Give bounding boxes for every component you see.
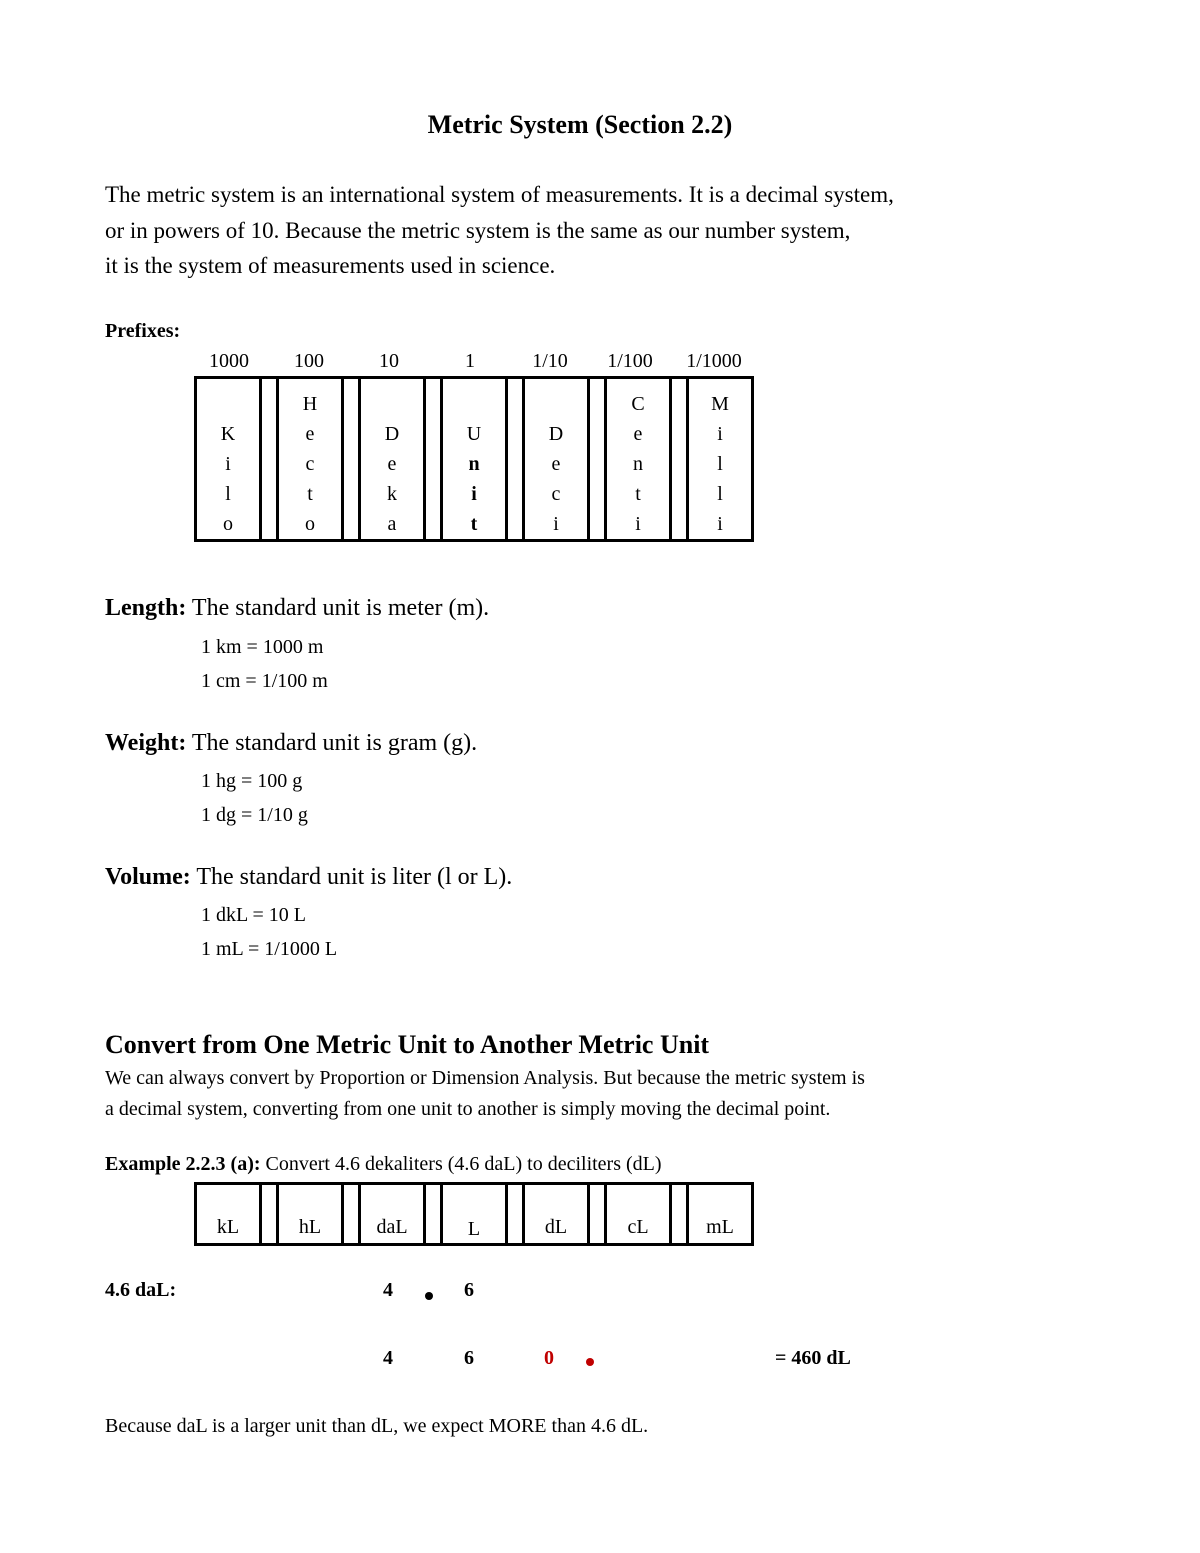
prefix-milli: M i l l i bbox=[688, 378, 753, 541]
row2-digit: 6 bbox=[464, 1347, 474, 1369]
unit-cell: cL bbox=[606, 1184, 671, 1245]
prefix-value: 1/1000 bbox=[686, 350, 742, 372]
prefix-value: 1/10 bbox=[532, 350, 568, 372]
prefix-table bbox=[194, 376, 754, 542]
example-label: Example 2.2.3 (a): bbox=[105, 1153, 261, 1175]
volume-heading: Volume: bbox=[105, 864, 191, 890]
prefix-value: 100 bbox=[294, 350, 324, 372]
example-text: Convert 4.6 dekaliters (4.6 daL) to deciliters (dL) bbox=[260, 1153, 662, 1175]
prefix-value: 1 bbox=[465, 350, 475, 372]
length-heading: Length: bbox=[105, 595, 187, 621]
intro-line: it is the system of measurements used in science. bbox=[105, 253, 556, 278]
column-gap bbox=[425, 1184, 442, 1245]
prefix-value: 1000 bbox=[209, 350, 249, 372]
weight-eq-2: 1 dg = 1/10 g bbox=[201, 804, 308, 826]
prefix-unit: U n i t bbox=[442, 378, 507, 541]
unit-cell: dL bbox=[524, 1184, 589, 1245]
column-gap bbox=[671, 1184, 688, 1245]
convert-line: a decimal system, converting from one unit to another is simply moving the decimal point. bbox=[105, 1098, 831, 1120]
example-heading bbox=[105, 1153, 662, 1176]
intro-line: or in powers of 10. Because the metric system is the same as our number system, bbox=[105, 217, 851, 243]
decimal-point-moved bbox=[586, 1358, 594, 1366]
unit-cell: L bbox=[442, 1184, 507, 1245]
length-eq-1: 1 km = 1000 m bbox=[201, 636, 324, 658]
row1-digit: 4 bbox=[383, 1279, 393, 1301]
volume-eq-1: 1 dkL = 10 L bbox=[201, 904, 306, 926]
prefixes-label: Prefixes: bbox=[105, 320, 181, 342]
intro-paragraph bbox=[105, 177, 1105, 284]
column-gap bbox=[589, 1184, 606, 1245]
prefix-hecto: H e c t o bbox=[278, 378, 343, 541]
weight-text: The standard unit is gram (g). bbox=[186, 730, 478, 756]
prefix-deka: D e k a bbox=[360, 378, 425, 541]
unit-cell: daL bbox=[360, 1184, 425, 1245]
units-table bbox=[194, 1182, 754, 1246]
prefix-deci: D e c i bbox=[524, 378, 589, 541]
intro-line: The metric system is an international system of measurements. It is a decimal system, bbox=[105, 182, 894, 207]
prefix-kilo: K i l o bbox=[220, 423, 236, 535]
weight-section bbox=[105, 730, 477, 757]
prefix-values bbox=[196, 350, 756, 374]
unit-cell: mL bbox=[688, 1184, 753, 1245]
row2-digit: 4 bbox=[383, 1347, 393, 1369]
column-gap bbox=[343, 1184, 360, 1245]
length-eq-2: 1 cm = 1/100 m bbox=[201, 670, 328, 692]
column-gap bbox=[261, 1184, 278, 1245]
length-text: The standard unit is meter (m). bbox=[186, 595, 490, 621]
column-gap bbox=[425, 378, 442, 541]
convert-line: We can always convert by Proportion or Dimension Analysis. But because the metric system is bbox=[105, 1067, 865, 1089]
unit-cell: kL bbox=[216, 1216, 240, 1238]
example-note: Because daL is a larger unit than dL, we expect MORE than 4.6 dL. bbox=[105, 1415, 649, 1437]
weight-heading: Weight: bbox=[105, 730, 187, 756]
row1-digit: 6 bbox=[464, 1279, 474, 1301]
row2-added-zero: 0 bbox=[544, 1347, 554, 1369]
volume-section bbox=[105, 864, 512, 891]
volume-eq-2: 1 mL = 1/1000 L bbox=[201, 938, 338, 960]
column-gap bbox=[261, 378, 278, 541]
conversion-result: = 460 dL bbox=[775, 1347, 851, 1369]
unit-cell: hL bbox=[278, 1184, 343, 1245]
length-section bbox=[105, 595, 489, 622]
convert-paragraph bbox=[105, 1063, 865, 1125]
convert-heading: Convert from One Metric Unit to Another Metric Unit bbox=[105, 1030, 710, 1059]
column-gap bbox=[589, 378, 606, 541]
column-gap bbox=[507, 378, 524, 541]
decimal-point-original bbox=[425, 1292, 433, 1300]
prefix-value: 1/100 bbox=[607, 350, 653, 372]
column-gap bbox=[671, 378, 688, 541]
column-gap bbox=[343, 378, 360, 541]
row1-label: 4.6 daL: bbox=[105, 1279, 177, 1301]
weight-eq-1: 1 hg = 100 g bbox=[201, 770, 303, 792]
prefix-value: 10 bbox=[379, 350, 399, 372]
column-gap bbox=[507, 1184, 524, 1245]
volume-text: The standard unit is liter (l or L). bbox=[190, 864, 513, 890]
page-title: Metric System (Section 2.2) bbox=[427, 110, 733, 139]
prefix-centi: C e n t i bbox=[606, 378, 671, 541]
